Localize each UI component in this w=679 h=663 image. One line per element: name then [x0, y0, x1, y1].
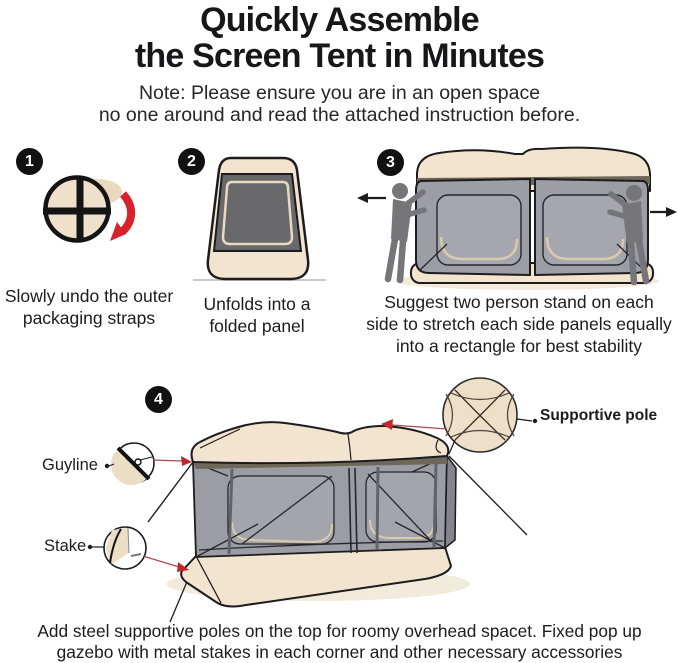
packaging-straps-illustration	[10, 172, 170, 292]
supportive-pole-label: Supportive pole	[540, 407, 658, 424]
guyline-rope	[148, 462, 193, 522]
side-mesh-sliver	[445, 456, 456, 548]
guyline-label: Guyline	[42, 456, 98, 474]
folded-panel-illustration	[193, 150, 328, 295]
tent-canopy	[192, 422, 449, 463]
guyline-callout-circle	[111, 443, 154, 485]
step-1-number-badge	[16, 148, 43, 175]
stake-callout-circle	[104, 527, 146, 569]
supportive-pole-red-arrow	[381, 419, 447, 430]
guyline-leader-dot	[105, 464, 109, 468]
stake-red-arrow	[143, 556, 189, 572]
page-title	[0, 2, 679, 74]
right-arrow-icon	[650, 207, 677, 217]
step-1-caption: Slowly undo the outer packaging straps	[4, 286, 174, 329]
note-text	[0, 82, 679, 127]
step-2-number: 2	[187, 152, 196, 170]
step-3-number: 3	[386, 153, 395, 171]
red-undo-arrow	[122, 194, 131, 232]
step-3-caption: Suggest two person stand on each side to stretch each side panels equally into a rectangle for best stability	[366, 292, 672, 357]
stake-leader-dot	[88, 545, 92, 549]
stretching-tent-illustration	[355, 145, 679, 295]
supportive-pole-leader-line	[517, 419, 532, 421]
circle-to-corner-line	[449, 440, 455, 454]
title-line-2: the Screen Tent in Minutes	[134, 37, 545, 76]
left-arrow-icon	[357, 193, 386, 203]
right-corner-rope	[449, 456, 527, 535]
note-line-2: no one around and read the attached instruction before.	[98, 104, 581, 127]
step-4-caption: Add steel supportive poles on the top for roomy overhead spacet. Fixed pop up gazebo with metal stakes in each corner and other necessary accessories	[37, 621, 642, 663]
supportive-pole-leader-dot	[533, 419, 537, 423]
step-1-number: 1	[25, 152, 34, 170]
stake-label: Stake	[44, 537, 87, 555]
guyline-red-arrow	[153, 456, 192, 466]
step-2-caption: Unfolds into a folded panel	[203, 294, 311, 337]
note-line-1: Note: Please ensure you are in an open space	[138, 82, 541, 104]
title-line-1: Quickly Assemble	[200, 1, 479, 39]
step-4-number: 4	[154, 390, 163, 408]
